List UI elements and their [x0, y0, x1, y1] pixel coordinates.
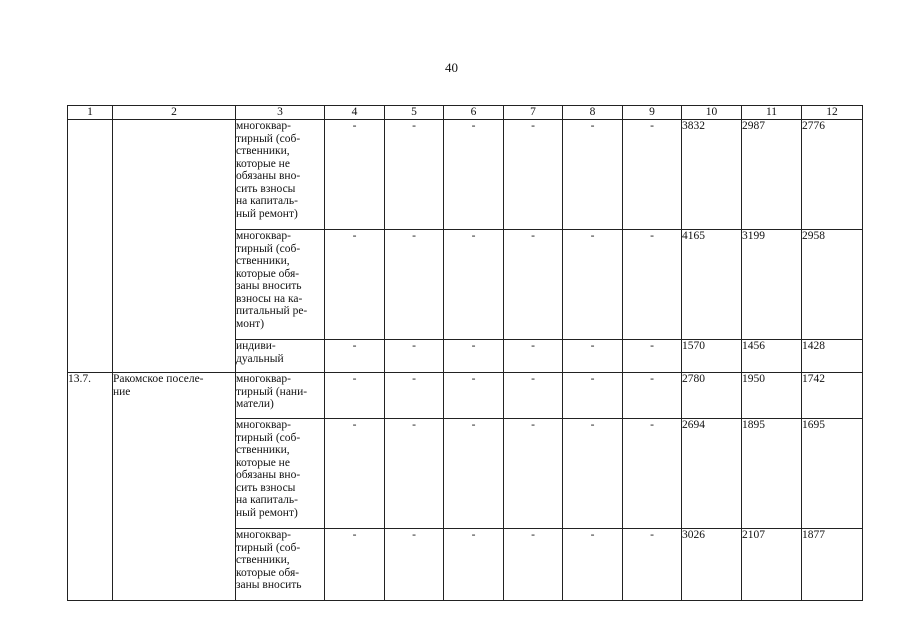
dash-cell: - — [385, 230, 444, 340]
value-cell: 3026 — [682, 529, 742, 601]
dash-cell: - — [444, 230, 504, 340]
dash-cell: - — [444, 373, 504, 419]
col-header: 10 — [682, 106, 742, 120]
value-cell: 1456 — [742, 340, 802, 373]
value-cell: 2987 — [742, 120, 802, 230]
col-header: 2 — [113, 106, 236, 120]
dash-cell: - — [504, 340, 563, 373]
dash-cell: - — [385, 120, 444, 230]
dash-cell: - — [563, 529, 623, 601]
housing-type-cell — [236, 120, 325, 230]
col-header: 6 — [444, 106, 504, 120]
dash-cell: - — [385, 529, 444, 601]
data-table — [67, 105, 863, 601]
dash-cell: - — [623, 230, 682, 340]
municipality-cell — [113, 373, 236, 601]
col-header: 11 — [742, 106, 802, 120]
value-cell: 2107 — [742, 529, 802, 601]
page-number: 40 — [445, 60, 458, 75]
value-cell: 2780 — [682, 373, 742, 419]
dash-cell: - — [563, 419, 623, 529]
housing-type-cell — [236, 373, 325, 419]
col-header: 7 — [504, 106, 563, 120]
dash-cell: - — [563, 120, 623, 230]
dash-cell: - — [623, 120, 682, 230]
dash-cell: - — [623, 529, 682, 601]
value-cell: 1695 — [802, 419, 863, 529]
dash-cell: - — [623, 340, 682, 373]
value-cell: 2776 — [802, 120, 863, 230]
col-header: 4 — [325, 106, 385, 120]
col-header: 5 — [385, 106, 444, 120]
housing-type-cell — [236, 419, 325, 529]
housing-type: многоквар- тирный (нани- матели) — [236, 373, 308, 410]
dash-cell: - — [325, 120, 385, 230]
dash-cell: - — [385, 419, 444, 529]
housing-type: многоквар- тирный (соб- ственники, которые не обязаны вно- сить взносы на капиталь- ный ремонт) — [236, 120, 301, 220]
dash-cell: - — [623, 373, 682, 419]
housing-type-cell — [236, 230, 325, 340]
housing-type: многоквар- тирный (соб- ственники, которые не обязаны вно- сить взносы на капиталь- ный ремонт) — [236, 419, 301, 519]
table-row — [68, 120, 863, 230]
col-header: 12 — [802, 106, 863, 120]
value-cell: 1895 — [742, 419, 802, 529]
dash-cell: - — [325, 340, 385, 373]
municipality-cell — [113, 120, 236, 373]
dash-cell: - — [504, 230, 563, 340]
municipality-name: Ракомское поселе- ние — [113, 373, 204, 398]
dash-cell: - — [325, 373, 385, 419]
dash-cell: - — [563, 373, 623, 419]
dash-cell: - — [325, 529, 385, 601]
header-row — [68, 106, 863, 120]
dash-cell: - — [563, 230, 623, 340]
dash-cell: - — [504, 373, 563, 419]
value-cell: 4165 — [682, 230, 742, 340]
value-cell: 1950 — [742, 373, 802, 419]
dash-cell: - — [325, 230, 385, 340]
col-header: 8 — [563, 106, 623, 120]
dash-cell: - — [385, 373, 444, 419]
dash-cell: - — [444, 419, 504, 529]
table-row — [68, 373, 863, 419]
housing-type: индиви- дуальный — [236, 340, 284, 365]
value-cell: 1877 — [802, 529, 863, 601]
col-header: 9 — [623, 106, 682, 120]
dash-cell: - — [444, 529, 504, 601]
dash-cell: - — [623, 419, 682, 529]
value-cell: 1742 — [802, 373, 863, 419]
col-header: 3 — [236, 106, 325, 120]
housing-type-cell — [236, 340, 325, 373]
housing-type: многоквар- тирный (соб- ственники, которые обя- заны вносить — [236, 529, 302, 591]
value-cell: 1570 — [682, 340, 742, 373]
index-cell: 13.7. — [68, 373, 113, 601]
value-cell: 3199 — [742, 230, 802, 340]
housing-type: многоквар- тирный (соб- ственники, которые обя- заны вносить взносы на ка- питальный ре- монт) — [236, 230, 308, 330]
value-cell: 3832 — [682, 120, 742, 230]
dash-cell: - — [504, 419, 563, 529]
dash-cell: - — [385, 340, 444, 373]
dash-cell: - — [444, 120, 504, 230]
value-cell: 2694 — [682, 419, 742, 529]
housing-type-cell — [236, 529, 325, 601]
dash-cell: - — [563, 340, 623, 373]
index-cell — [68, 120, 113, 373]
col-header: 1 — [68, 106, 113, 120]
dash-cell: - — [444, 340, 504, 373]
value-cell: 2958 — [802, 230, 863, 340]
value-cell: 1428 — [802, 340, 863, 373]
dash-cell: - — [325, 419, 385, 529]
dash-cell: - — [504, 120, 563, 230]
dash-cell: - — [504, 529, 563, 601]
